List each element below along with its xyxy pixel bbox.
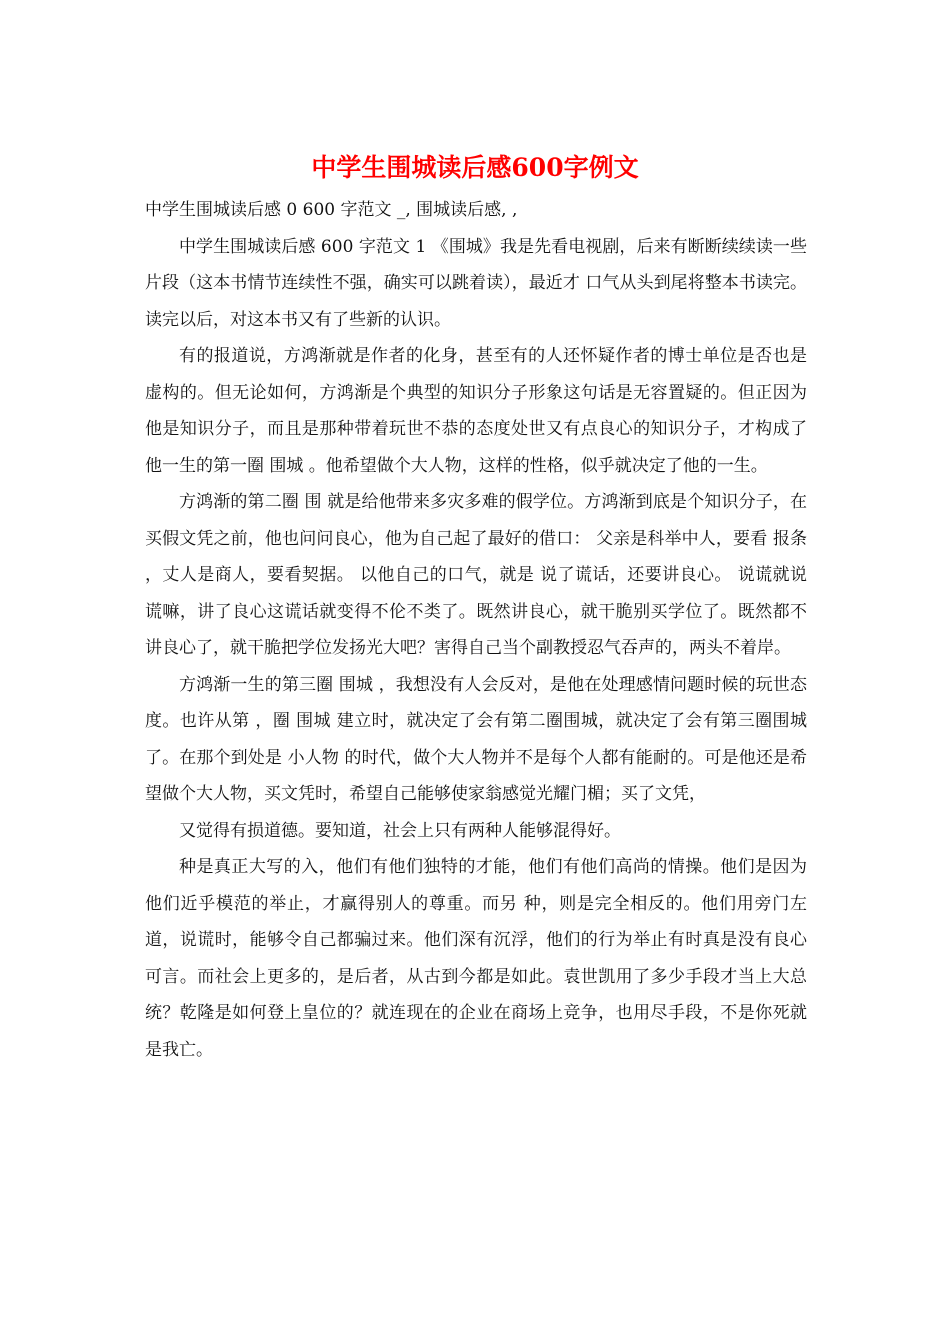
document-subtitle: 中学生围城读后感 0 600 字范文 _, 围城读后感, , xyxy=(145,200,518,220)
document-body xyxy=(145,192,807,1068)
paragraph: 有的报道说，方鸿渐就是作者的化身，甚至有的人还怀疑作者的博士单位是否也是虚构的。但无论如何，方鸿渐是个典型的知识分子形象这句话是无容置疑的。但正因为他是知识分子，而且是那种带着玩世不恭的态度处世又有点良心的知识分子，才构成了他一生的第一圈 围城 。他希望做个大人物，这样的性格，似乎就决定了他的一生。 xyxy=(145,346,807,476)
document-title: 中学生围城读后感600字例文 xyxy=(311,153,639,182)
paragraph: 中学生围城读后感 600 字范文 1 《围城》我是先看电视剧，后来有断断续续读一些片段（这本书情节连续性不强，确实可以跳着读），最近才 口气从头到尾将整本书读完。读完以后，对这本书又有了些新的认识。 xyxy=(145,236,807,330)
paragraph: 方鸿渐一生的第三圈 围城 ，我想没有人会反对，是他在处理感情问题时候的玩世态度。也许从第 ，圈 围城 建立时，就决定了会有第二圈围城，就决定了会有第三圈围城了。在那个到处是 小人物 的时代，做个大人物并不是每个人都有能耐的。可是他还是希望做个大人物，买文凭时，希望自己能够使家翁感觉光耀门楣；买了文凭， xyxy=(145,674,807,804)
paragraph: 又觉得有损道德。要知道，社会上只有两种人能够混得好。 xyxy=(179,820,621,841)
paragraph: 方鸿渐的第二圈 围 就是给他带来多灾多难的假学位。方鸿渐到底是个知识分子，在买假文凭之前，他也问问良心，他为自己起了最好的借口： 父亲是科举中人，要看 报条 ，丈人是商人，要看契据。 以他自己的口气，就是 说了谎话，还要讲良心。 说谎就说谎嘛，讲了良心这谎话就变得不伦不类了。既然讲良心，就干脆别买学位了。既然都不讲良心了，就干脆把学位发扬光大吧？害得自己当个副教授忍气吞声的，两头不着岸。 xyxy=(145,492,807,658)
paragraph: 种是真正大写的入，他们有他们独特的才能，他们有他们高尚的情操。他们是因为他们近乎模范的举止，才赢得别人的尊重。而另 种，则是完全相反的。他们用旁门左道，说谎时，能够令自己都骗过来。他们深有沉浮，他们的行为举止有时真是没有良心可言。而社会上更多的，是后者，从古到今都是如此。袁世凯用了多少手段才当上大总统？乾隆是如何登上皇位的？就连现在的企业在商场上竞争，也用尽手段，不是你死就是我亡。 xyxy=(145,857,807,1060)
